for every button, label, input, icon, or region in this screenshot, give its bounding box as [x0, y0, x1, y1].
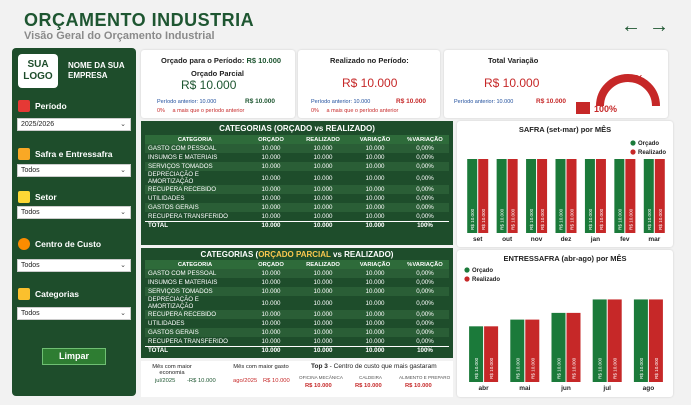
tick-label: nov — [530, 236, 543, 243]
filter-label-centro: Centro de Custo — [18, 238, 101, 250]
kpi-orcado-prev-label: Período anterior: 10.000 — [157, 99, 217, 105]
data-label: R$ 10.000 — [597, 357, 603, 379]
column-header[interactable]: CATEGORIA — [145, 260, 245, 269]
value-cell: 10.000 — [245, 162, 297, 171]
value-cell: 10.000 — [297, 319, 349, 328]
value-cell: 10.000 — [297, 212, 349, 221]
value-cell: 10.000 — [245, 296, 297, 310]
economy-label: Mês com maior economia — [152, 364, 192, 376]
data-label: R$ 10.000 — [510, 208, 516, 230]
legend-label: Orçado — [472, 268, 494, 274]
data-label: R$ 10.000 — [474, 357, 480, 379]
value-cell: 0,00% — [401, 328, 449, 337]
table-row[interactable] — [145, 194, 449, 203]
data-label: R$ 10.000 — [470, 208, 476, 230]
data-label: R$ 10.000 — [529, 208, 535, 230]
kpi-realizado-delta: 0% a mais que o período anterior — [311, 108, 399, 114]
value-cell: 10.000 — [349, 194, 401, 203]
category-cell: GASTOS GERAIS — [145, 328, 245, 337]
gauge-value: 100% — [618, 74, 644, 85]
value-cell: 10.000 — [245, 153, 297, 162]
value-cell: 10.000 — [297, 310, 349, 319]
total-label: TOTAL — [145, 221, 245, 230]
legend-swatch — [464, 267, 469, 272]
data-label: R$ 10.000 — [481, 208, 487, 230]
category-cell: UTILIDADES — [145, 194, 245, 203]
periodo-select[interactable]: 2025/2026 ⌄ — [17, 118, 131, 131]
category-cell: GASTOS GERAIS — [145, 203, 245, 212]
sidebar — [12, 48, 136, 396]
value-cell: 0,00% — [401, 296, 449, 310]
kpi-orcado-card — [141, 50, 295, 118]
setor-select[interactable]: Todos ⌄ — [17, 206, 131, 219]
value-cell: 10.000 — [297, 337, 349, 346]
category-cell: RECUPERA TRANSFERIDO — [145, 212, 245, 221]
chevron-down-icon: ⌄ — [120, 262, 126, 269]
value-cell: 10.000 — [349, 185, 401, 194]
table-row[interactable] — [145, 296, 449, 310]
top3-title: Top 3 - Centro de custo que mais gastaram — [311, 363, 437, 370]
value-cell: 10.000 — [297, 171, 349, 185]
kpi-realizado-title: Realizado no Período: — [330, 56, 409, 65]
economy-value: -R$ 10.000 — [187, 378, 216, 384]
data-label: R$ 10.000 — [598, 208, 604, 230]
chart-safra — [457, 121, 673, 247]
data-label: R$ 10.000 — [657, 208, 663, 230]
table-row[interactable] — [145, 153, 449, 162]
chart-safra-card — [457, 121, 673, 247]
kpi-orcado-prev-value: R$ 10.000 — [245, 98, 275, 105]
value-cell: 0,00% — [401, 162, 449, 171]
data-label: R$ 10.000 — [540, 208, 546, 230]
chevron-down-icon: ⌄ — [120, 310, 126, 317]
filter-label-setor: Setor — [18, 191, 57, 203]
value-cell: 10.000 — [297, 203, 349, 212]
value-cell: 0,00% — [401, 278, 449, 287]
kpi-realizado-value: R$ 10.000 — [342, 76, 398, 90]
data-label: R$ 10.000 — [646, 208, 652, 230]
value-cell: 10.000 — [297, 328, 349, 337]
kpi-orcado-delta: 0% a mais que o período anterior — [157, 108, 245, 114]
value-cell: 0,00% — [401, 212, 449, 221]
total-cell: 10.000 — [297, 346, 349, 355]
kpi-variacao-title: Total Variação — [488, 56, 539, 65]
kpi-orcado-subtitle: Orçado Parcial — [191, 69, 244, 78]
column-header: VARIAÇÃO — [349, 135, 401, 144]
kpi-variacao-card — [444, 50, 668, 118]
filter-label-categorias: Categorias — [18, 288, 79, 300]
category-cell: SERVIÇOS TOMADOS — [145, 287, 245, 296]
legend-label: Realizado — [638, 150, 667, 156]
tractor-icon — [18, 148, 30, 160]
tick-label: out — [502, 236, 513, 243]
value-cell: 0,00% — [401, 287, 449, 296]
value-cell: 0,00% — [401, 269, 449, 278]
value-cell: 10.000 — [349, 310, 401, 319]
value-cell: 10.000 — [349, 296, 401, 310]
value-cell: 0,00% — [401, 185, 449, 194]
value-cell: 0,00% — [401, 144, 449, 153]
table2-title: CATEGORIAS (ORÇADO PARCIAL vs REALIZADO) — [200, 250, 394, 259]
category-cell: INSUMOS E MATERIAIS — [145, 278, 245, 287]
total-cell: 10.000 — [245, 221, 297, 230]
table-row[interactable] — [145, 203, 449, 212]
tick-label: jan — [590, 236, 601, 243]
filter-label-safra: Safra e Entressafra — [18, 148, 113, 160]
value-cell: 0,00% — [401, 194, 449, 203]
nav-arrows — [621, 16, 669, 36]
data-label: R$ 10.000 — [638, 357, 644, 379]
tick-label: mar — [648, 236, 661, 243]
data-label: R$ 10.000 — [587, 208, 593, 230]
kpi-variacao-prev-value: R$ 10.000 — [536, 98, 566, 105]
value-cell: 10.000 — [349, 153, 401, 162]
progress-value: 100% — [594, 104, 618, 114]
value-cell: 10.000 — [349, 212, 401, 221]
value-cell: 10.000 — [349, 328, 401, 337]
column-header: %VARIAÇÃO — [401, 135, 449, 144]
top3-value-2: R$ 10.000 — [355, 383, 382, 389]
total-cell: 100% — [401, 346, 449, 355]
value-cell: 0,00% — [401, 310, 449, 319]
table1-title: CATEGORIAS (ORÇADO vs REALIZADO) — [219, 124, 375, 133]
value-cell: 10.000 — [297, 153, 349, 162]
legend-swatch — [630, 140, 635, 145]
kpi-realizado-prev-value: R$ 10.000 — [396, 98, 426, 105]
filter-label-periodo: Período — [18, 100, 67, 112]
column-header: ORÇADO — [245, 260, 297, 269]
value-cell: 10.000 — [349, 337, 401, 346]
value-cell: 10.000 — [349, 278, 401, 287]
value-cell: 10.000 — [245, 203, 297, 212]
safra-select[interactable]: Todos ⌄ — [17, 164, 131, 177]
value-cell: 10.000 — [349, 319, 401, 328]
chevron-down-icon: ⌄ — [120, 167, 126, 174]
category-cell: SERVIÇOS TOMADOS — [145, 162, 245, 171]
total-cell: 10.000 — [349, 221, 401, 230]
total-row — [145, 346, 449, 355]
column-header: VARIAÇÃO — [349, 260, 401, 269]
tick-label: set — [473, 236, 483, 243]
chart-safra-title: SAFRA (set-mar) por MÊS — [518, 125, 612, 134]
column-header: ORÇADO — [245, 135, 297, 144]
value-cell: 10.000 — [245, 194, 297, 203]
category-cell: DEPRECIAÇÃO E AMORTIZAÇÃO — [145, 171, 245, 185]
data-label: R$ 10.000 — [499, 208, 505, 230]
category-cell: GASTO COM PESSOAL — [145, 269, 245, 278]
category-cell: UTILIDADES — [145, 319, 245, 328]
data-label: R$ 10.000 — [556, 357, 562, 379]
data-label: R$ 10.000 — [558, 208, 564, 230]
legend-label: Orçado — [638, 141, 660, 147]
legend-swatch — [630, 149, 635, 154]
top3-name-1: OFICINA MECÂNICA — [299, 375, 343, 380]
data-label: R$ 10.000 — [612, 357, 618, 379]
column-header[interactable]: CATEGORIA — [145, 135, 245, 144]
data-label: R$ 10.000 — [515, 357, 521, 379]
chart-entressafra-card — [457, 250, 673, 397]
tick-label: jun — [561, 385, 571, 392]
tick-label: fev — [620, 236, 630, 243]
value-cell: 10.000 — [349, 269, 401, 278]
top3-name-2: CALDEIRA — [359, 375, 382, 380]
top3-value-3: R$ 10.000 — [405, 383, 432, 389]
data-label: R$ 10.000 — [617, 208, 623, 230]
kpi-orcado-value: R$ 10.000 — [181, 78, 237, 92]
value-cell: 10.000 — [297, 194, 349, 203]
value-cell: 10.000 — [297, 185, 349, 194]
value-cell: 0,00% — [401, 153, 449, 162]
tick-label: abr — [478, 385, 489, 392]
data-label: R$ 10.000 — [571, 357, 577, 379]
value-cell: 10.000 — [297, 287, 349, 296]
total-cell: 10.000 — [349, 346, 401, 355]
tick-label: mai — [519, 385, 531, 392]
value-cell: 0,00% — [401, 203, 449, 212]
arrow-right-icon[interactable]: → — [649, 15, 669, 37]
total-label: TOTAL — [145, 346, 245, 355]
total-cell: 10.000 — [245, 346, 297, 355]
company-name: NOME DA SUA EMPRESA — [68, 61, 125, 80]
value-cell: 10.000 — [297, 269, 349, 278]
value-cell: 10.000 — [349, 171, 401, 185]
progress-track — [576, 102, 590, 114]
data-label: R$ 10.000 — [569, 208, 575, 230]
table-orcado-realizado — [145, 135, 449, 230]
value-cell: 10.000 — [349, 203, 401, 212]
bar-chart-icon — [18, 191, 30, 203]
table-orcado-realizado-panel — [141, 121, 453, 245]
bottom-strip — [141, 361, 453, 397]
page-subtitle: Visão Geral do Orçamento Industrial — [24, 30, 215, 42]
centro-select[interactable]: Todos ⌄ — [17, 259, 131, 272]
data-label: R$ 10.000 — [628, 208, 634, 230]
value-cell: 10.000 — [297, 162, 349, 171]
value-cell: 10.000 — [245, 337, 297, 346]
folder-icon — [18, 288, 30, 300]
kpi-realizado-card — [298, 50, 440, 118]
spend-month: ago/2025 — [233, 378, 258, 384]
category-cell: RECUPERA TRANSFERIDO — [145, 337, 245, 346]
value-cell: 10.000 — [245, 319, 297, 328]
kpi-variacao-prev-label: Período anterior: 10.000 — [454, 99, 514, 105]
value-cell: 10.000 — [297, 144, 349, 153]
tick-label: ago — [642, 385, 655, 392]
category-cell: RECUPERA RECEBIDO — [145, 185, 245, 194]
data-label: R$ 10.000 — [653, 357, 659, 379]
tick-label: jul — [603, 385, 611, 392]
table-row[interactable] — [145, 171, 449, 185]
tick-label: dez — [560, 236, 572, 243]
column-header: %VARIAÇÃO — [401, 260, 449, 269]
economy-month: jul/2025 — [155, 378, 176, 384]
chart-entressafra — [457, 250, 673, 397]
kpi-variacao-value: R$ 10.000 — [484, 76, 540, 90]
chart-entressafra-title: ENTRESSAFRA (abr-ago) por MÊS — [503, 254, 627, 263]
top3-value-1: R$ 10.000 — [305, 383, 332, 389]
table-row[interactable] — [145, 328, 449, 337]
table-parcial-realizado-panel — [141, 248, 453, 358]
categorias-select[interactable]: Todos ⌄ — [17, 307, 131, 320]
total-row — [145, 221, 449, 230]
column-header: REALIZADO — [297, 260, 349, 269]
top3-name-3: ALIMENTO E PREPARO — [399, 375, 451, 380]
legend-swatch — [464, 276, 469, 281]
table-row[interactable] — [145, 185, 449, 194]
kpi-realizado-prev-label: Período anterior: 10.000 — [311, 99, 371, 105]
page-title: ORÇAMENTO INDUSTRIA — [24, 10, 255, 30]
table-row[interactable] — [145, 310, 449, 319]
chevron-down-icon: ⌄ — [120, 209, 126, 216]
column-header: REALIZADO — [297, 135, 349, 144]
value-cell: 10.000 — [245, 185, 297, 194]
value-cell: 10.000 — [245, 144, 297, 153]
data-label: R$ 10.000 — [530, 357, 536, 379]
value-cell: 10.000 — [349, 162, 401, 171]
logo: SUA LOGO — [18, 54, 58, 88]
legend-label: Realizado — [472, 277, 501, 283]
value-cell: 10.000 — [245, 212, 297, 221]
arrow-left-icon[interactable]: ← — [621, 15, 641, 37]
category-cell: RECUPERA RECEBIDO — [145, 310, 245, 319]
chevron-down-icon: ⌄ — [120, 121, 126, 128]
value-cell: 10.000 — [349, 144, 401, 153]
value-cell: 10.000 — [349, 287, 401, 296]
category-cell: DEPRECIAÇÃO E AMORTIZAÇÃO — [145, 296, 245, 310]
table-row[interactable] — [145, 162, 449, 171]
gear-icon — [18, 238, 30, 250]
value-cell: 0,00% — [401, 319, 449, 328]
category-cell: INSUMOS E MATERIAIS — [145, 153, 245, 162]
value-cell: 10.000 — [297, 296, 349, 310]
value-cell: 10.000 — [245, 310, 297, 319]
clear-button[interactable]: Limpar — [42, 348, 106, 365]
value-cell: 10.000 — [245, 287, 297, 296]
value-cell: 10.000 — [245, 269, 297, 278]
value-cell: 10.000 — [245, 171, 297, 185]
value-cell: 0,00% — [401, 337, 449, 346]
kpi-orcado-title: Orçado para o Período: R$ 10.000 — [161, 56, 282, 65]
table-row[interactable] — [145, 278, 449, 287]
table-row[interactable] — [145, 287, 449, 296]
table-row[interactable] — [145, 269, 449, 278]
calendar-icon — [18, 100, 30, 112]
data-label: R$ 10.000 — [489, 357, 495, 379]
total-cell: 10.000 — [297, 221, 349, 230]
value-cell: 10.000 — [245, 278, 297, 287]
table-row[interactable] — [145, 337, 449, 346]
table-row[interactable] — [145, 319, 449, 328]
spend-label: Mês com maior gasto — [233, 364, 289, 370]
value-cell: 0,00% — [401, 171, 449, 185]
table-row[interactable] — [145, 144, 449, 153]
value-cell: 10.000 — [297, 278, 349, 287]
category-cell: GASTO COM PESSOAL — [145, 144, 245, 153]
table-parcial-realizado — [145, 260, 449, 355]
total-cell: 100% — [401, 221, 449, 230]
progress-bar-fill — [576, 102, 590, 114]
value-cell: 10.000 — [245, 328, 297, 337]
table-row[interactable] — [145, 212, 449, 221]
spend-value: R$ 10.000 — [263, 378, 290, 384]
